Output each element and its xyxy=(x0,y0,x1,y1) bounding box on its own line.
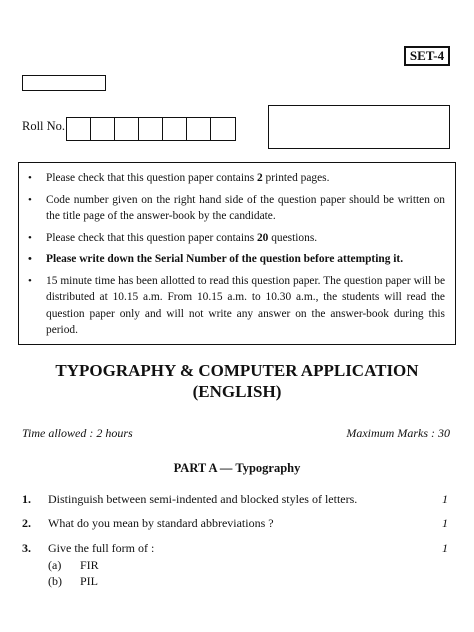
instruction-item xyxy=(19,192,445,225)
roll-number-cell[interactable] xyxy=(187,118,211,140)
instruction-text: 15 minute time has been allotted to read this question paper. The question paper will be distributed at 10.15 a.m. From 10.15 a.m. to 10.30 a.m., the students will read the question paper only and will not write any answer on the answer-book during this period. xyxy=(46,274,445,336)
question-number: 1. xyxy=(22,492,31,506)
paper-subtitle: (ENGLISH) xyxy=(192,382,282,401)
instruction-text: Please check that this question paper contains xyxy=(46,231,257,244)
roll-number-cell[interactable] xyxy=(91,118,115,140)
instruction-text: Please write down the Serial Number of the question before attempting it. xyxy=(46,253,404,265)
instructions-box xyxy=(18,162,456,345)
roll-number-cell[interactable] xyxy=(115,118,139,140)
code-number-panel xyxy=(268,105,450,149)
subpart-label: (a) xyxy=(48,558,62,572)
instructions-list xyxy=(19,170,445,339)
roll-number-grid xyxy=(66,117,236,141)
bullet-icon: • xyxy=(28,274,32,287)
instruction-text: printed pages. xyxy=(262,172,330,184)
instruction-item xyxy=(19,273,445,339)
instruction-emphasis: 20 xyxy=(256,231,269,244)
bullet-icon: • xyxy=(28,172,32,184)
roll-number-label: Roll No. xyxy=(22,119,66,133)
instruction-text: Please check that this question paper contains xyxy=(46,172,257,184)
question-marks: 1 xyxy=(442,541,448,555)
question-text: Distinguish between semi-indented and blocked styles of letters. xyxy=(48,492,358,506)
question-number: 3. xyxy=(22,541,31,555)
instruction-item xyxy=(19,230,445,247)
bullet-icon: • xyxy=(28,253,32,265)
bullet-icon: • xyxy=(28,231,32,244)
roll-number-cell[interactable] xyxy=(139,118,163,140)
question-text: What do you mean by standard abbreviations ? xyxy=(48,516,274,530)
roll-number-cell[interactable] xyxy=(163,118,187,140)
bullet-icon: • xyxy=(28,193,32,206)
code-number-box xyxy=(22,75,106,91)
roll-number-cell[interactable] xyxy=(211,118,235,140)
instruction-text: Code number given on the right hand side of the question paper should be written on the title page of the answer-book by the candidate. xyxy=(46,193,445,222)
time-allowed: Time allowed : 2 hours xyxy=(22,426,133,440)
question-marks: 1 xyxy=(442,492,448,506)
instruction-text: questions. xyxy=(268,231,318,244)
question-text: Give the full form of : xyxy=(48,541,155,555)
subpart-text: FIR xyxy=(80,558,99,572)
set-badge: SET-4 xyxy=(404,46,450,66)
part-heading: PART A — Typography xyxy=(173,461,301,475)
paper-title: TYPOGRAPHY & COMPUTER APPLICATION xyxy=(55,361,419,380)
instruction-emphasis: 2 xyxy=(256,172,263,184)
instruction-item xyxy=(19,251,445,268)
question-number: 2. xyxy=(22,516,31,530)
instruction-item xyxy=(19,170,445,187)
subpart-label: (b) xyxy=(48,574,62,588)
question-marks: 1 xyxy=(442,516,448,530)
maximum-marks: Maximum Marks : 30 xyxy=(346,426,450,440)
roll-number-cell[interactable] xyxy=(67,118,91,140)
subpart-text: PIL xyxy=(80,574,98,588)
